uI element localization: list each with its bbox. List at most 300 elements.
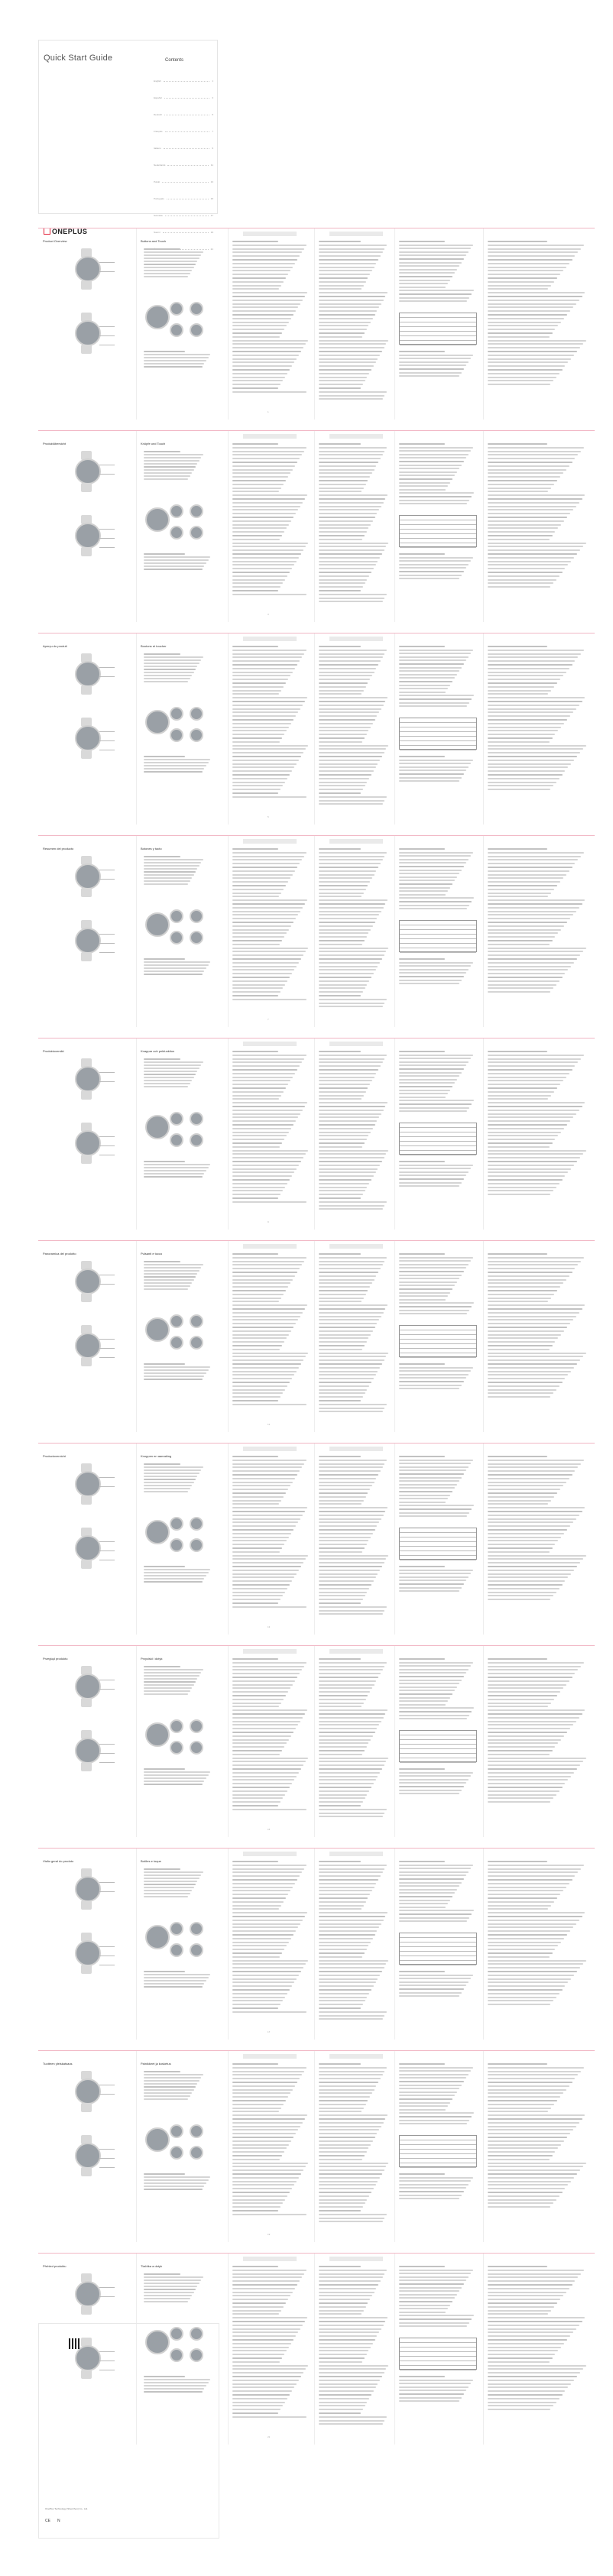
text-line xyxy=(399,1064,466,1066)
text-line xyxy=(399,1313,467,1314)
text-line xyxy=(319,672,375,673)
text-line xyxy=(144,454,203,455)
text-line xyxy=(319,2295,372,2296)
text-line xyxy=(319,1595,365,1596)
text-line xyxy=(144,248,180,250)
toc-row[interactable] xyxy=(154,106,213,123)
text-line xyxy=(232,1257,306,1259)
text-line xyxy=(399,980,462,981)
text-line xyxy=(319,1003,384,1004)
text-line xyxy=(232,889,284,890)
toc-leader xyxy=(164,148,210,149)
text-line xyxy=(319,1684,375,1686)
text-line xyxy=(488,1327,567,1328)
text-line xyxy=(488,263,569,264)
text-line xyxy=(319,488,364,489)
text-line xyxy=(488,2394,563,2396)
text-line xyxy=(488,568,565,569)
text-line xyxy=(319,2347,371,2348)
text-line xyxy=(399,2109,446,2111)
text-line xyxy=(232,1709,307,1711)
text-line xyxy=(399,862,466,864)
text-line xyxy=(488,1268,575,1269)
text-line xyxy=(488,1595,553,1596)
text-line xyxy=(232,867,297,868)
text-line xyxy=(488,502,579,504)
text-line xyxy=(319,1926,379,1928)
text-line xyxy=(232,1175,292,1177)
text-line xyxy=(488,1120,570,1122)
watch-strap xyxy=(81,888,92,897)
text-line xyxy=(319,715,377,717)
text-line xyxy=(319,925,373,927)
specs-table xyxy=(399,1528,477,1560)
toc-label: Español xyxy=(154,96,162,99)
text-line xyxy=(319,1116,379,1118)
text-line xyxy=(399,1260,471,1262)
text-line xyxy=(399,1590,459,1592)
text-line xyxy=(319,1613,383,1615)
text-line xyxy=(232,245,306,246)
text-line xyxy=(399,1185,459,1187)
text-line xyxy=(319,267,375,268)
text-line xyxy=(319,1758,388,1759)
text-line xyxy=(232,543,308,544)
callout-line xyxy=(99,1486,115,1487)
text-line xyxy=(319,2096,370,2098)
buttons-touch-column xyxy=(136,1241,229,1432)
text-line xyxy=(488,531,555,533)
text-line xyxy=(399,557,473,559)
text-line xyxy=(319,2108,364,2109)
nfc-column xyxy=(314,1241,395,1432)
table-row xyxy=(400,341,476,345)
text-line xyxy=(232,785,283,786)
text-line xyxy=(319,263,376,264)
watch-back-diagram xyxy=(75,1738,101,1764)
text-line xyxy=(399,1299,446,1301)
text-line xyxy=(144,357,209,358)
callout-line xyxy=(99,1550,115,1551)
nfc-column xyxy=(314,633,395,825)
toc-row[interactable] xyxy=(154,190,213,207)
watch-gesture-diagram xyxy=(145,1925,170,1949)
text-line xyxy=(399,1367,473,1369)
text-line xyxy=(488,546,583,547)
callout-line xyxy=(99,879,115,880)
text-line xyxy=(232,2082,297,2083)
text-line xyxy=(488,2195,559,2197)
gesture-icon xyxy=(170,909,183,923)
text-line xyxy=(319,498,385,500)
text-line xyxy=(488,1790,559,1792)
watch-strap xyxy=(81,1090,92,1100)
text-line xyxy=(399,2112,474,2114)
text-line xyxy=(399,2308,448,2309)
specs-column xyxy=(394,2254,484,2445)
text-line xyxy=(488,1967,580,1968)
text-line xyxy=(319,1912,388,1913)
gesture-icon xyxy=(170,2124,183,2138)
text-line xyxy=(399,1910,474,1911)
text-line xyxy=(232,1389,285,1391)
text-line xyxy=(319,1905,364,1907)
text-line xyxy=(319,1801,363,1803)
text-line xyxy=(399,659,466,661)
text-line xyxy=(319,1717,384,1719)
text-line xyxy=(144,2289,196,2290)
text-line xyxy=(399,1463,471,1464)
text-line xyxy=(488,1253,547,1255)
callout-line xyxy=(99,667,115,668)
text-line xyxy=(399,1865,473,1866)
toc-row[interactable] xyxy=(154,140,213,157)
toc-leader xyxy=(162,182,209,183)
text-line xyxy=(319,877,372,879)
text-line xyxy=(232,697,307,698)
text-line xyxy=(319,1411,383,1412)
callout-line xyxy=(99,1136,115,1137)
text-line xyxy=(488,1529,567,1531)
gesture-icon xyxy=(190,2146,203,2160)
text-line xyxy=(232,2313,279,2315)
text-line xyxy=(399,983,459,984)
text-line xyxy=(319,1294,366,1295)
text-line xyxy=(144,569,203,570)
text-line xyxy=(319,1809,387,1810)
text-line xyxy=(319,358,378,360)
page-banner xyxy=(243,2054,297,2059)
text-line xyxy=(232,2078,300,2079)
text-line xyxy=(488,2147,558,2149)
text-line xyxy=(488,2284,572,2286)
text-line xyxy=(319,355,380,356)
text-line xyxy=(488,2386,568,2388)
text-line xyxy=(319,561,378,562)
text-line xyxy=(488,936,555,938)
text-line xyxy=(232,1677,297,1678)
text-line xyxy=(399,1913,472,1915)
text-line xyxy=(232,1253,278,1255)
text-line xyxy=(144,1061,203,1063)
text-line xyxy=(232,1794,285,1796)
text-line xyxy=(488,2325,579,2326)
text-line xyxy=(319,2299,370,2300)
text-line xyxy=(488,1077,566,1078)
toc-page-number: 19 xyxy=(210,231,213,234)
text-line xyxy=(488,1709,585,1711)
text-line xyxy=(488,756,577,757)
guide-spread xyxy=(38,228,595,420)
text-line xyxy=(488,881,560,883)
text-line xyxy=(319,1669,383,1670)
text-line xyxy=(144,1768,185,1770)
text-line xyxy=(399,269,457,271)
toc-row[interactable] xyxy=(154,73,213,89)
section-title: Botões e toque xyxy=(141,1859,161,1863)
safety-column xyxy=(483,1849,595,2040)
callout-line xyxy=(99,2158,115,2159)
text-line xyxy=(399,656,469,658)
text-line xyxy=(232,656,302,658)
text-line xyxy=(232,1576,294,1578)
text-line xyxy=(319,2313,362,2315)
text-line xyxy=(488,1316,576,1317)
text-line xyxy=(232,1124,294,1126)
gesture-icon xyxy=(190,2124,203,2138)
watch-back-diagram xyxy=(75,320,101,346)
text-line xyxy=(399,692,446,693)
text-line xyxy=(488,1905,551,1907)
text-line xyxy=(488,1102,585,1103)
text-line xyxy=(319,447,387,449)
watch-gesture-diagram xyxy=(145,912,170,937)
text-line xyxy=(232,2067,306,2069)
text-line xyxy=(319,2288,376,2289)
text-line xyxy=(232,2331,298,2333)
callout-line xyxy=(99,1081,115,1082)
text-line xyxy=(319,1466,383,1468)
text-line xyxy=(232,766,294,768)
text-line xyxy=(144,2280,201,2281)
text-line xyxy=(319,723,373,724)
text-line xyxy=(232,763,297,765)
buttons-touch-column xyxy=(136,836,229,1027)
text-line xyxy=(488,2111,548,2112)
text-line xyxy=(144,2276,203,2278)
text-line xyxy=(232,469,293,471)
text-line xyxy=(232,1981,294,1983)
text-line xyxy=(488,723,564,724)
text-line xyxy=(488,1496,554,1498)
text-line xyxy=(488,322,561,323)
text-line xyxy=(319,1570,380,1571)
callout-line xyxy=(99,2094,115,2095)
callout-line xyxy=(99,676,115,677)
section-title: Botones y tacto xyxy=(141,847,162,851)
text-line xyxy=(232,270,290,271)
text-line xyxy=(144,2092,192,2094)
page-number: 13 xyxy=(268,1625,271,1628)
text-line xyxy=(488,2266,547,2267)
gesture-icon xyxy=(170,526,183,540)
text-line xyxy=(399,2063,445,2065)
text-line xyxy=(488,1091,554,1093)
text-line xyxy=(399,1388,459,1389)
text-line xyxy=(319,1135,368,1136)
text-line xyxy=(488,929,561,931)
text-line xyxy=(399,272,455,274)
text-line xyxy=(488,1887,566,1888)
text-line xyxy=(232,498,305,500)
text-line xyxy=(144,1071,197,1072)
text-line xyxy=(232,730,287,731)
text-line xyxy=(319,494,388,496)
text-line xyxy=(319,322,371,323)
text-line xyxy=(319,1768,382,1770)
text-line xyxy=(399,1068,464,1070)
text-line xyxy=(319,1367,380,1369)
text-line xyxy=(399,1672,466,1674)
text-line xyxy=(399,297,469,299)
text-line xyxy=(399,870,462,871)
toc-row[interactable] xyxy=(154,123,213,140)
toc-row[interactable] xyxy=(154,207,213,224)
text-line xyxy=(399,1658,445,1660)
text-line xyxy=(232,380,283,381)
text-line xyxy=(319,2188,374,2189)
text-line xyxy=(488,1533,564,1534)
text-line xyxy=(319,1396,363,1398)
text-line xyxy=(232,1077,293,1078)
text-line xyxy=(232,373,287,374)
guide-spread xyxy=(38,1038,595,1230)
text-line xyxy=(488,2361,550,2363)
text-line xyxy=(144,2189,203,2190)
text-line xyxy=(232,951,306,952)
text-line xyxy=(319,245,387,246)
text-line xyxy=(319,1197,361,1199)
toc-row[interactable] xyxy=(154,173,213,190)
text-line xyxy=(488,653,581,655)
text-line xyxy=(319,1576,376,1578)
watch-front-diagram xyxy=(75,661,101,687)
text-line xyxy=(144,1980,206,1981)
text-line xyxy=(488,325,558,326)
pairing-column xyxy=(228,2254,315,2445)
buttons-touch-column xyxy=(136,2051,229,2242)
text-line xyxy=(488,885,557,886)
gesture-icon xyxy=(170,1741,183,1755)
text-line xyxy=(319,1485,372,1486)
text-line xyxy=(488,1500,551,1502)
text-line xyxy=(399,1171,469,1173)
text-line xyxy=(319,914,379,915)
text-line xyxy=(488,1168,571,1170)
text-line xyxy=(488,1739,561,1741)
text-line xyxy=(399,2092,457,2093)
text-line xyxy=(319,2089,375,2091)
text-line xyxy=(144,1687,192,1689)
text-line xyxy=(399,1051,445,1052)
text-line xyxy=(319,1470,381,1472)
text-line xyxy=(488,2372,580,2373)
text-line xyxy=(319,1474,378,1476)
text-line xyxy=(488,524,561,526)
text-line xyxy=(488,1666,581,1667)
text-line xyxy=(232,267,293,268)
text-line xyxy=(144,1363,185,1365)
text-line xyxy=(399,1100,474,1101)
watch-gesture-diagram xyxy=(145,1115,170,1139)
text-line xyxy=(488,251,578,253)
toc-row[interactable] xyxy=(154,157,213,173)
watch-gesture-diagram xyxy=(145,507,170,532)
text-line xyxy=(488,1761,583,1762)
text-line xyxy=(399,905,469,906)
text-line xyxy=(232,2335,296,2337)
text-line xyxy=(319,1378,374,1379)
text-line xyxy=(232,2111,279,2112)
text-line xyxy=(488,458,575,459)
text-line xyxy=(399,1103,472,1105)
text-line xyxy=(488,281,554,283)
text-line xyxy=(144,261,197,262)
text-line xyxy=(488,925,564,927)
text-line xyxy=(144,1167,209,1168)
callout-line xyxy=(99,952,115,953)
text-line xyxy=(319,1337,368,1339)
text-line xyxy=(232,2137,294,2138)
text-line xyxy=(319,2210,361,2211)
product-overview-column xyxy=(38,633,137,825)
guide-spread xyxy=(38,835,595,1027)
text-line xyxy=(144,1666,180,1667)
text-line xyxy=(232,1460,306,1461)
text-line xyxy=(488,1095,551,1097)
text-line xyxy=(232,2192,290,2193)
text-line xyxy=(319,1055,387,1056)
text-line xyxy=(488,1359,580,1361)
text-line xyxy=(319,454,383,455)
text-line xyxy=(488,1713,582,1715)
text-line xyxy=(319,1805,361,1806)
text-line xyxy=(319,1666,384,1667)
toc-label: Polski xyxy=(154,180,161,183)
specs-column xyxy=(394,1849,484,2040)
text-line xyxy=(319,770,374,772)
product-overview-column xyxy=(38,1849,137,2040)
callout-line xyxy=(99,1891,115,1892)
watch-front-diagram xyxy=(75,1269,101,1294)
text-line xyxy=(488,966,571,967)
text-line xyxy=(488,1673,575,1674)
text-line xyxy=(232,2368,306,2370)
text-line xyxy=(399,880,455,881)
text-line xyxy=(399,1988,464,1990)
text-line xyxy=(399,1257,473,1259)
text-line xyxy=(488,2343,564,2344)
product-overview-column xyxy=(38,2051,137,2242)
gesture-icon xyxy=(190,1719,203,1733)
text-line xyxy=(319,531,367,533)
text-line xyxy=(488,248,581,250)
text-line xyxy=(488,292,585,293)
text-line xyxy=(488,2096,560,2098)
callout-line xyxy=(99,1689,115,1690)
text-line xyxy=(144,562,206,564)
text-line xyxy=(488,380,553,381)
text-line xyxy=(144,1288,188,1290)
text-line xyxy=(232,984,285,986)
text-line xyxy=(144,871,196,873)
text-line xyxy=(399,1288,452,1290)
text-line xyxy=(232,1975,299,1976)
text-line xyxy=(232,2163,308,2164)
text-line xyxy=(399,677,455,679)
text-line xyxy=(399,674,457,676)
text-line xyxy=(144,2077,201,2079)
text-line xyxy=(232,1139,284,1140)
specs-table xyxy=(399,1730,477,1762)
text-line xyxy=(144,273,190,274)
text-line xyxy=(144,2273,180,2275)
buttons-touch-column xyxy=(136,633,229,825)
toc-row[interactable] xyxy=(154,89,213,106)
specs-table xyxy=(399,2135,477,2167)
text-line xyxy=(232,1382,290,1383)
text-line xyxy=(232,1897,286,1899)
